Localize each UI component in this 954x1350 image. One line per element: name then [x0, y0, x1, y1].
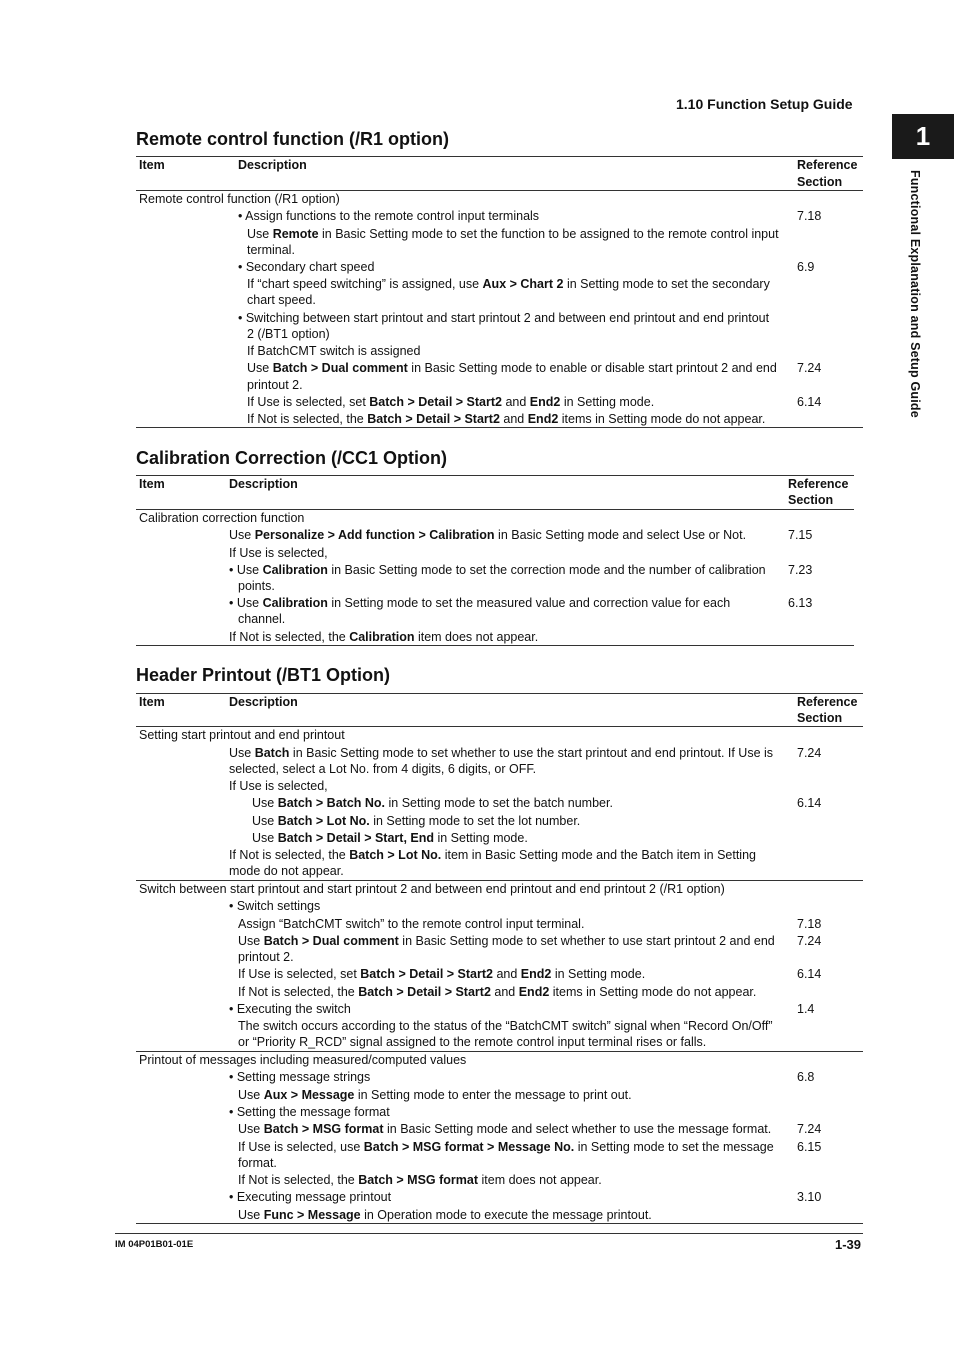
table-row: If Not is selected, the Calibration item does not appear. [229, 630, 539, 644]
reference-cell: 6.9 [797, 260, 815, 274]
document-id: IM 04P01B01-01E [115, 1239, 194, 1250]
reference-cell: 1.4 [797, 1002, 815, 1016]
table-row: • Executing the switch [229, 1002, 351, 1016]
table-row: chart speed. [247, 293, 316, 307]
table-row: If Use is selected, use Batch > MSG format > Message No. in Setting mode to set the message [238, 1140, 774, 1154]
table-row: • Setting the message format [229, 1105, 390, 1119]
col-header-reference: Reference [788, 477, 849, 491]
table-row: If Not is selected, the Batch > Lot No. item in Basic Setting mode and the Batch item in Setting [229, 848, 756, 862]
reference-cell: 6.15 [797, 1140, 822, 1154]
col-header-description: Description [238, 158, 307, 172]
table-row: The switch occurs according to the status of the “BatchCMT switch” signal when “Record On/Off” [238, 1019, 773, 1033]
reference-cell: 7.18 [797, 209, 822, 223]
table-row: Use Batch > Lot No. in Setting mode to set the lot number. [252, 814, 581, 828]
table-row: Use Batch > Dual comment in Basic Setting mode to set whether to use start printout 2 and end [238, 934, 775, 948]
table-row: If BatchCMT switch is assigned [247, 344, 421, 358]
table-row: Printout of messages including measured/computed values [139, 1053, 467, 1067]
reference-cell: 7.23 [788, 563, 813, 577]
reference-cell: 7.18 [797, 917, 822, 931]
col-header-section: Section [797, 711, 843, 725]
table-row: • Setting message strings [229, 1070, 371, 1084]
reference-cell: 6.8 [797, 1070, 815, 1084]
table-row: Calibration correction function [139, 511, 305, 525]
col-header-reference: Reference [797, 695, 858, 709]
table-row: • Assign functions to the remote control input terminals [238, 209, 540, 223]
table-row: Use Batch > Dual comment in Basic Setting mode to enable or disable start printout 2 and end [247, 361, 777, 375]
reference-cell: 6.14 [797, 796, 822, 810]
table-row: • Executing message printout [229, 1190, 392, 1204]
table-row: Use Func > Message in Operation mode to execute the message printout. [238, 1208, 652, 1222]
reference-cell: 6.14 [797, 967, 822, 981]
section-title: Calibration Correction (/CC1 Option) [136, 448, 448, 468]
col-header-item: Item [139, 695, 165, 709]
table-row: mode do not appear. [229, 864, 344, 878]
footer-rule [115, 1233, 863, 1234]
table-row: If “chart speed switching” is assigned, use Aux > Chart 2 in Setting mode to set the secondary [247, 277, 770, 291]
col-header-item: Item [139, 477, 165, 491]
table-row: Use Aux > Message in Setting mode to enter the message to print out. [238, 1088, 632, 1102]
table-row: Use Batch > Detail > Start, End in Setting mode. [252, 831, 528, 845]
running-header: 1.10 Function Setup Guide [676, 96, 853, 112]
reference-cell: 6.14 [797, 395, 822, 409]
table-row: If Not is selected, the Batch > Detail > Start2 and End2 items in Setting mode do not appear. [247, 412, 766, 426]
table-row: If Use is selected, set Batch > Detail > Start2 and End2 in Setting mode. [247, 395, 655, 409]
table-row: channel. [238, 612, 286, 626]
table-row: Use Batch in Basic Setting mode to set whether to use the start printout and end printout. If Use is [229, 746, 774, 760]
section-remote-control [136, 129, 449, 150]
chapter-side-title: Functional Explanation and Setup Guide [908, 170, 922, 418]
reference-cell: 7.24 [797, 746, 822, 760]
table-row: points. [238, 579, 275, 593]
col-header-section: Section [788, 493, 834, 507]
table-row: • Switching between start printout and start printout 2 and between end printout and end printout [238, 311, 770, 325]
section-calibration [136, 448, 447, 469]
reference-cell: 7.24 [797, 361, 822, 375]
table-row: Use Batch > Batch No. in Setting mode to set the batch number. [252, 796, 613, 810]
table-row: format. [238, 1156, 277, 1170]
table-row: • Switch settings [229, 899, 321, 913]
table-row: or “Priority R_RCD” signal assigned to the remote control input terminal rises or falls. [238, 1035, 707, 1049]
table-row: • Use Calibration in Setting mode to set the measured value and correction value for each [229, 596, 731, 610]
table-row: selected, select a Lot No. from 4 digits, 6 digits, or OFF. [229, 762, 537, 776]
table-row: If Use is selected, [229, 779, 328, 793]
table-row: Use Personalize > Add function > Calibration in Basic Setting mode and select Use or Not. [229, 528, 747, 542]
reference-cell: 6.13 [788, 596, 813, 610]
chapter-tab: 1 [892, 114, 954, 159]
table-row: Remote control function (/R1 option) [139, 192, 340, 206]
table-row: If Not is selected, the Batch > MSG format item does not appear. [238, 1173, 602, 1187]
table-row: 2 (/BT1 option) [247, 327, 330, 341]
reference-cell: 3.10 [797, 1190, 822, 1204]
table-row: If Not is selected, the Batch > Detail > Start2 and End2 items in Setting mode do not appear. [238, 985, 757, 999]
col-header-section: Section [797, 175, 843, 189]
table-row: terminal. [247, 243, 295, 257]
section-title: Remote control function (/R1 option) [136, 129, 449, 149]
col-header-item: Item [139, 158, 165, 172]
col-header-reference: Reference [797, 158, 858, 172]
table-row: Use Batch > MSG format in Basic Setting mode and select whether to use the message format. [238, 1122, 772, 1136]
table-row: Use Remote in Basic Setting mode to set the function to be assigned to the remote control input [247, 227, 779, 241]
table-row: If Use is selected, [229, 546, 328, 560]
table-row: printout 2. [247, 378, 303, 392]
table-row: If Use is selected, set Batch > Detail > Start2 and End2 in Setting mode. [238, 967, 646, 981]
section-title: Header Printout (/BT1 Option) [136, 665, 390, 685]
section-header-printout [136, 665, 390, 686]
table-row: • Secondary chart speed [238, 260, 375, 274]
reference-cell: 7.24 [797, 934, 822, 948]
table-row: • Use Calibration in Basic Setting mode to set the correction mode and the number of calibration [229, 563, 766, 577]
table-row: Switch between start printout and start printout 2 and between end printout and end printout 2 (/R1 option) [139, 882, 725, 896]
reference-cell: 7.15 [788, 528, 813, 542]
page-number: 1-39 [835, 1237, 862, 1252]
col-header-description: Description [229, 695, 298, 709]
col-header-description: Description [229, 477, 298, 491]
table-row: Assign “BatchCMT switch” to the remote control input terminal. [238, 917, 585, 931]
table-row: printout 2. [238, 950, 294, 964]
reference-cell: 7.24 [797, 1122, 822, 1136]
table-row: Setting start printout and end printout [139, 728, 345, 742]
